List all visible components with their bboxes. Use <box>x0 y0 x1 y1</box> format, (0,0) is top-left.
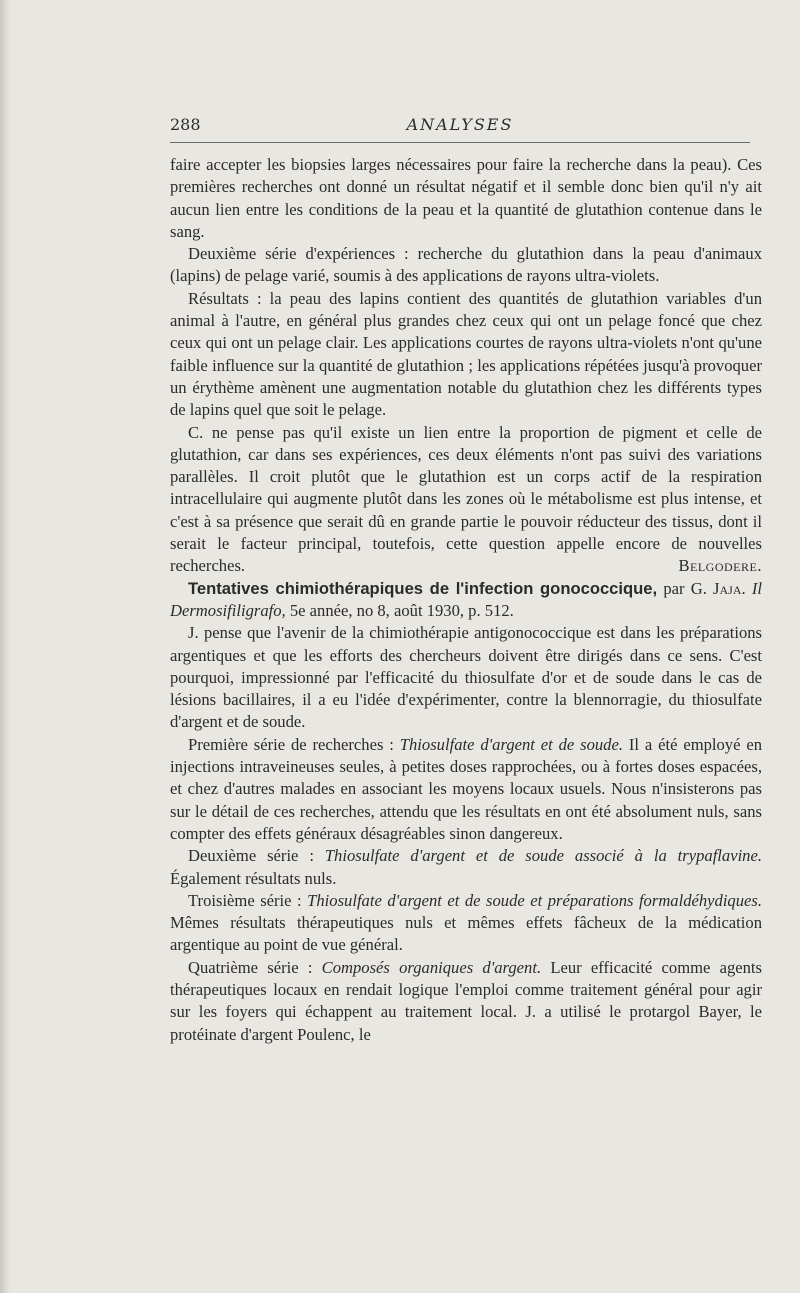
series-title: Thiosulfate d'argent et de soude associé à la trypaflavine. <box>324 846 762 866</box>
paragraph: Résultats : la peau des lapins contient des quantités de glutathion variables d'un animal à l'autre, en général plus grandes chez ceux qui ont un pelage foncé que chez ceux qui ont un pelage clair. Les applications courtes de rayons ultra-violets n'ont qu'une faible influence sur la quantité de glutathion ; les applications répétées jusqu'à provoquer un érythème amènent une augmentation notable du glutathion chez les différents types de lapins quel que soit le pelage. <box>170 288 762 420</box>
page-number: 288 <box>170 115 201 134</box>
series-title: Composés organiques d'argent. <box>321 957 542 977</box>
article-heading <box>170 578 762 623</box>
series-lead: Première série de recherches : <box>188 734 400 754</box>
article-by: par <box>657 578 691 598</box>
series-text: Il a été employé en injections intraveineuses seules, à petites doses rapprochées, ou à fortes doses espacées, et chez d'autres malades en associant les moyens locaux usuels. Nous n'insisterons pas sur le détail de ces recherches, attendu que les résultats en ont été absolument nuls, sans compter des effets généraux désagréables sinon dangereux. <box>170 734 762 843</box>
header-rule <box>170 142 750 143</box>
series-title: Thiosulfate d'argent et de soude et préparations formaldéhydiques. <box>307 890 763 910</box>
article-title: Tentatives chimiothérapiques de l'infection gonococcique, <box>188 578 658 598</box>
article-author: G. Jaja. <box>690 578 746 598</box>
series-text: Leur efficacité comme agents thérapeutiques locaux en rendait logique l'emploi comme traitement général pour agir sur les foyers qui échappent au traitement local. J. a utilisé le protargol Bayer, le protéinate d'argent Poulenc, le <box>170 957 762 1044</box>
paragraph <box>170 422 762 578</box>
article-details: 5e année, no 8, août 1930, p. 512. <box>285 600 514 620</box>
paragraph: Deuxième série d'expériences : recherche du glutathion dans la peau d'animaux (lapins) de pelage varié, soumis à des applications de rayons ultra-violets. <box>170 244 762 286</box>
series-text: Également résultats nuls. <box>170 868 337 888</box>
page-body <box>170 154 762 1046</box>
series-lead: Quatrième série : <box>188 957 322 977</box>
paragraph: faire accepter les biopsies larges nécessaires pour faire la recherche dans la peau). Ces premières recherches ont donné un résultat négatif et il semble donc bien qu'il n'y ait aucun lien entre les conditions de la peau et la quantité de glutathion contenue dans le sang. <box>170 155 762 241</box>
series-lead: Troisième série : <box>188 890 308 910</box>
paragraph <box>170 734 762 845</box>
paragraph: J. pense que l'avenir de la chimiothérapie antigonococcique est dans les préparations argentiques et que les efforts des chercheurs doivent être dirigés dans ce sens. C'est pourquoi, impressionné par l'efficacité du thiosulfate d'or et de soude dans le cas de lésions bacillaires, il a eu l'idée d'expérimenter, contre la blennorragie, du thiosulfate d'argent et de soude. <box>170 623 762 732</box>
article-journal: Il Dermosifiligrafo, <box>170 578 762 620</box>
series-title: Thiosulfate d'argent et de soude. <box>399 734 623 754</box>
series-text: Mêmes résultats thérapeutiques nuls et mêmes effets fâcheux de la médication argentique au point de vue général. <box>170 913 762 955</box>
paragraph <box>170 957 762 1046</box>
series-lead: Deuxième série : <box>188 846 325 866</box>
running-title: ANALYSES <box>406 115 514 134</box>
review-signature: Belgodere. <box>678 556 762 576</box>
paragraph-text: C. ne pense pas qu'il existe un lien entre la proportion de pigment et celle de glutathion, car dans ses expériences, ces deux éléments n'ont pas suivi des variations parallèles. Il croit plutôt que le glutathion est un corps actif de la respiration intracellulaire qui augmente plutôt dans les zones où le métabolisme est plus intense, et c'est à sa présence que serait dû en grande partie le pouvoir réducteur des tissus, dont il serait le facteur principal, toutefois, cette question appelle encore de nouvelles recherches. <box>170 422 762 576</box>
page-header <box>170 115 750 141</box>
paragraph <box>170 890 762 957</box>
page-edge-shadow <box>0 0 10 1293</box>
paragraph <box>170 845 762 890</box>
